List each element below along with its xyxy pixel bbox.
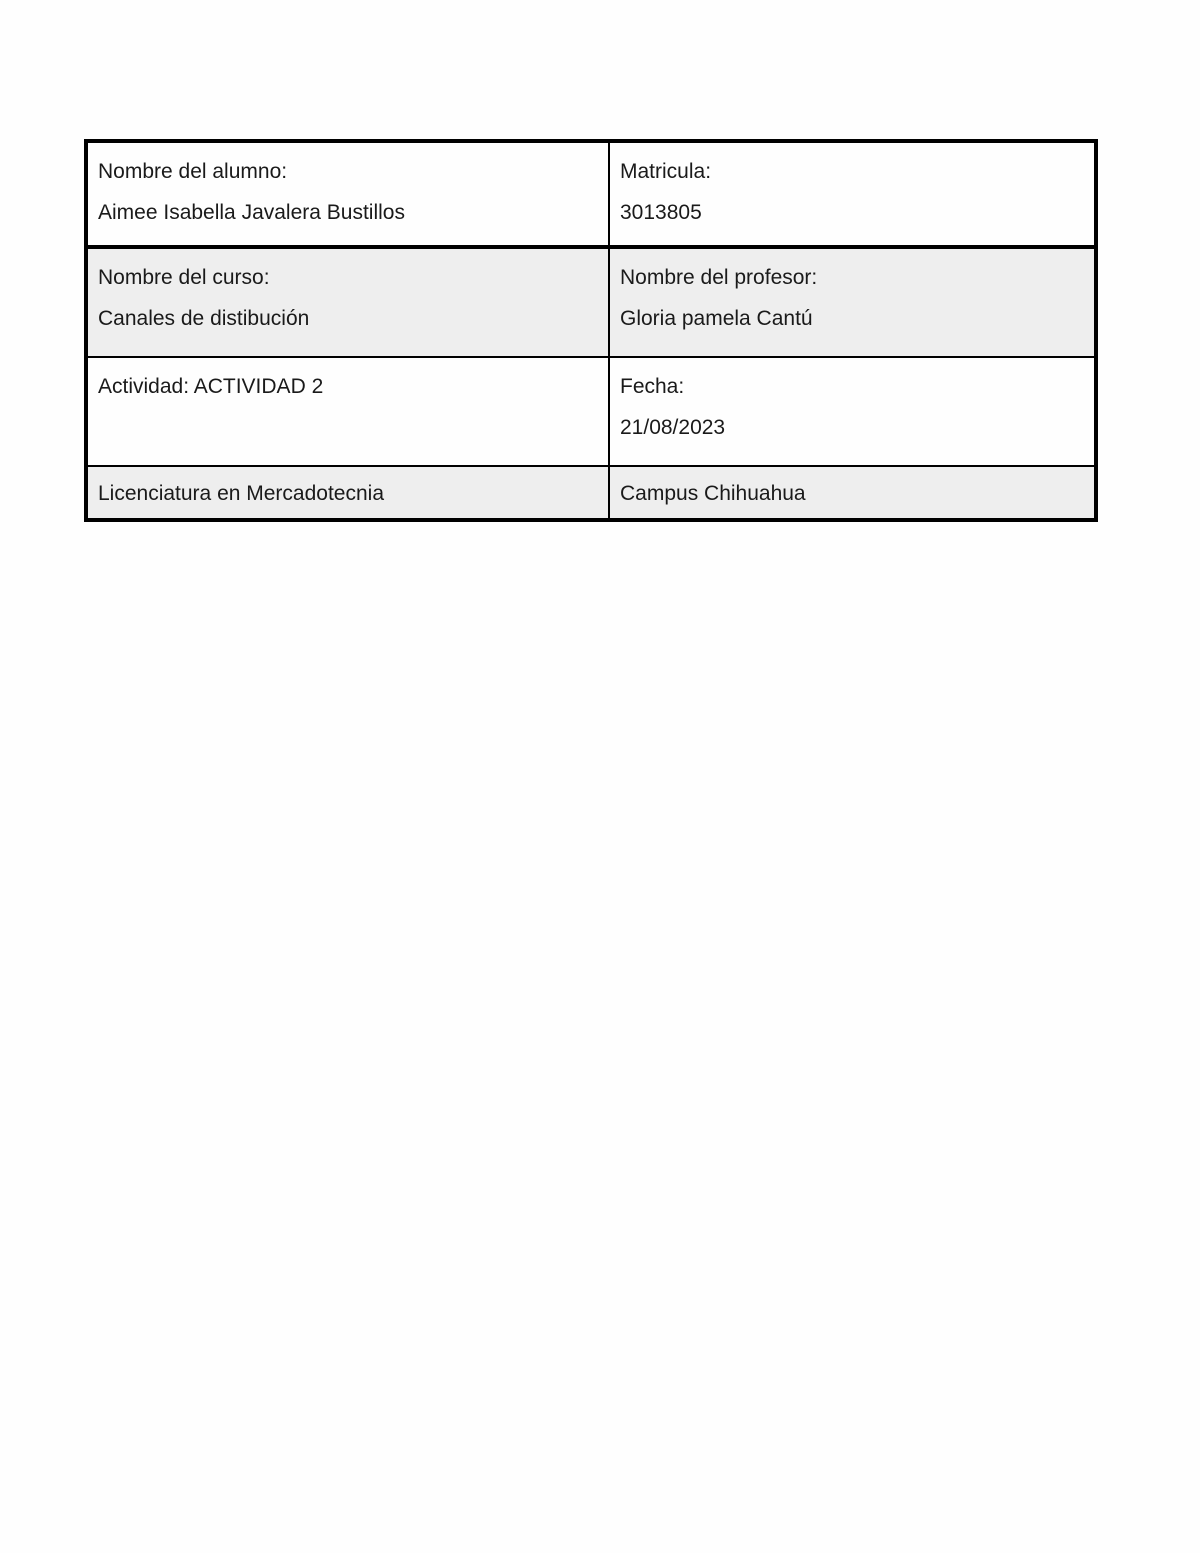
table-row bbox=[86, 141, 1096, 247]
campus-name: Campus Chihuahua bbox=[620, 482, 806, 505]
degree-cell bbox=[86, 466, 609, 520]
professor-name: Gloria pamela Cantú bbox=[620, 307, 813, 330]
course-cell bbox=[86, 247, 609, 357]
professor-cell bbox=[609, 247, 1096, 357]
enrollment-label: Matricula: bbox=[620, 160, 712, 183]
course-name: Canales de distibución bbox=[98, 307, 310, 330]
date-cell bbox=[609, 357, 1096, 466]
cover-info-table bbox=[84, 139, 1098, 522]
student-name: Aimee Isabella Javalera Bustillos bbox=[98, 201, 405, 224]
activity-cell bbox=[86, 357, 609, 466]
enrollment-number: 3013805 bbox=[620, 201, 702, 224]
student-cell bbox=[86, 141, 609, 247]
table-row bbox=[86, 247, 1096, 357]
campus-cell bbox=[609, 466, 1096, 520]
activity-label: Actividad: ACTIVIDAD 2 bbox=[98, 375, 324, 398]
course-label: Nombre del curso: bbox=[98, 266, 270, 289]
table-row bbox=[86, 466, 1096, 520]
date-value: 21/08/2023 bbox=[620, 416, 726, 439]
professor-label: Nombre del profesor: bbox=[620, 266, 818, 289]
student-label: Nombre del alumno: bbox=[98, 160, 288, 183]
enrollment-cell bbox=[609, 141, 1096, 247]
date-label: Fecha: bbox=[620, 375, 685, 398]
table-row bbox=[86, 357, 1096, 466]
degree-name: Licenciatura en Mercadotecnia bbox=[98, 482, 385, 505]
